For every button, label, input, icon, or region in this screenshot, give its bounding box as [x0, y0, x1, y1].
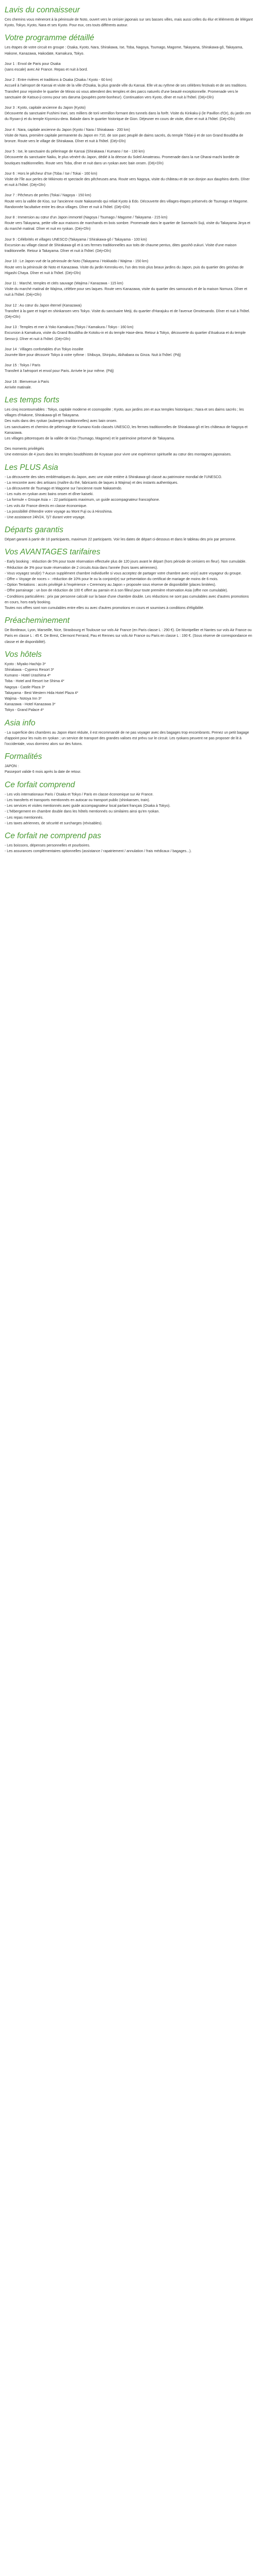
day-block	[5, 325, 253, 342]
temps-forts-item: Les villages pittoresques de la vallée de Kiso (Tsumago, Magome) et le patrimoine préservé de Takayama.	[5, 436, 175, 440]
day-block	[5, 347, 253, 358]
day-text: Visite du marché matinal de Wajima, célèbre pour ses laques. Route vers Kanazawa, visite du quartier des samouraïs et de la maison Nomura. Dîner et nuit à l'hôtel. (Déj+Dîn)	[5, 287, 248, 297]
forfait-comprend-item: - Les services et visites mentionnés avec guide accompagnateur local parlant français (Osaka à Tokyo).	[5, 804, 171, 808]
section-title-forfait-comprend: Ce forfait comprend	[5, 780, 75, 789]
day-text: (sans escale) avec Air France. Repas et nuit à bord.	[5, 68, 88, 72]
day-title: Jour 16 : Bienvenue à Paris	[5, 380, 49, 384]
plus-asia-item: - Les nuits en ryokan avec bains onsen et dîner kaiseki.	[5, 493, 94, 497]
temps-forts-item: Des nuits dans des ryokan (auberges traditionnelles) avec bain onsen.	[5, 419, 118, 423]
plus-asia-item: - Les vols Air France directs en classe économique.	[5, 504, 87, 508]
section-title-prechemin: Préacheminement	[5, 616, 70, 625]
day-block	[5, 237, 253, 255]
day-block	[5, 193, 253, 210]
prechemin-text: De Bordeaux, Lyon, Marseille, Nice, Strasbourg et Toulouse sur vols Air France (en Paris classe L : 290 €). De Montpellier et Nantes sur vols Air France ou Paris en classe L : 45 €. De Brest, Clermont Ferrand, Pau et Rennes sur vols Air France ou Paris en classe L : 190 €. (Sous réserve de correspondance en classe et de disponibilité).	[5, 629, 252, 644]
forfait-comprend-item: - Les vols internationaux Paris / Osaka et Tokyo / Paris en classe économique sur Air France.	[5, 792, 154, 796]
temps-forts-item: Les sanctuaires et chemins de pèlerinage de Kumano Kodo classés UNESCO, les fermes traditionnelles de Shirakawa-gô et les châteaux de Nagoya et Kanazawa.	[5, 425, 248, 435]
day-text: Excursion à Kamakura, visite du Grand Bouddha de Kotoku-in et du temple Hase-dera. Retour à Tokyo, découverte du quartier d'Asakusa et du temple Senso-ji. Dîner et nuit à l'hôtel. (Déj+Dîn)	[5, 331, 246, 341]
avantage-item: Toutes nos offres sont non cumulables entre elles ou avec d'autres promotions en cours et soumises à conditions d'éligibilité.	[5, 606, 204, 611]
section-title-plus-asia: Les PLUS Asia	[5, 463, 58, 472]
day-title: Jour 6 : Hors le pêcheur d'Ise (Toba / Ise / Tokai - 160 km)	[5, 172, 98, 176]
forfait-comprend-list	[5, 792, 253, 826]
day-block	[5, 259, 253, 276]
temps-forts-subtitle: Des moments privilégiés	[5, 447, 44, 451]
hotel-item: Toba - Hotel and Resort Ise Shima 4*	[5, 680, 64, 684]
programme-days	[5, 61, 253, 391]
plus-asia-item: - La découverte des sites emblématiques du Japon, avec une visite entière à Shirakawa-gô classé au patrimoine mondial de l'UNESCO.	[5, 475, 222, 479]
section-title-forfait-pas: Ce forfait ne comprend pas	[5, 831, 101, 840]
formalites-text: Passeport valide 6 mois après la date de retour.	[5, 770, 82, 774]
forfait-comprend-item: - L'hébergement en chambre double dans les hôtels mentionnés ou similaires ainsi qu'en ryokan.	[5, 810, 160, 814]
hotel-item: Tokyo - Grand Palace 4*	[5, 708, 44, 713]
plus-asia-item: - La rencontre avec des artisans (maître du thé, fabricants de laques à Wajima) et des instants authentiques.	[5, 481, 179, 485]
day-block	[5, 105, 253, 123]
plus-asia-item: - La formule « Groupe Asia » : 22 participants maximum, un guide accompagnateur francophone.	[5, 498, 160, 502]
day-text: Transfert à la gare et trajet en shinkansen vers Tokyo. Visite du sanctuaire Meiji, du quartier d'Harajuku et de l'avenue Omotesando. Dîner et nuit à l'hôtel. (Déj+Dîn)	[5, 309, 250, 319]
avantage-item: - Early booking : réduction de 5% pour toute réservation effectuée plus de 120 jours avant le départ (hors période de cerisiers en fleur). Non cumulable.	[5, 560, 247, 564]
day-block	[5, 379, 253, 391]
formalites-label: JAPON :	[5, 765, 19, 769]
day-text: Route vers la péninsule de Noto et Kanazawa. Visite du jardin Kenroku-en, l'un des trois plus beaux jardins du Japon, puis du quartier des geishas de Higashi Chaya. Dîner et nuit à l'hôtel. (Déj+Dîn)	[5, 265, 244, 275]
day-block	[5, 77, 253, 100]
forfait-comprend-item: - Les taxes aériennes, de sécurité et surcharges (révisables).	[5, 821, 103, 825]
hotel-item: Takayama - Best Western Hida Hotel Plaza 4*	[5, 691, 78, 695]
hotel-item: Shirakawa - Cypress Resort 3*	[5, 668, 54, 672]
programme-intro: Les étapes de votre circuit en groupe : Osaka, Kyoto, Nara, Shirakawa, Ise, Toba, Nagoya, Tsumago, Magome, Takayama, Shirakawa-gô, Takayama, Hakone, Kanazawa, Hakodate, Kamakura, Tokyo.	[5, 46, 244, 56]
day-text: Arrivée matinale.	[5, 385, 32, 389]
day-title: Jour 2 : Entre rivières et traditions à Osaka (Osaka / Kyoto - 60 km)	[5, 78, 112, 82]
day-title: Jour 10 : Le Japon vué de la péninsule de Noto (Takayama / Hokkaido / Wajima - 150 km)	[5, 260, 149, 264]
page	[0, 0, 258, 866]
avantage-item: - Conditions particulières : prix par personne calculé sur la base d'une chambre double. Les réductions ne sont pas cumulables avec d'autres promotions en cours, hors early booking.	[5, 595, 249, 604]
hotel-item: Kumano - Hotel Urashima 4*	[5, 674, 51, 678]
day-text: Route vers Takayama, petite ville aux maisons de marchands en bois sombre. Promenade dans le quartier de Sanmachi Suji, visite du Takayama Jinya et du marché matinal. Dîner et nuit en ryokan. (Déj+Dîn)	[5, 222, 250, 231]
avantage-item: - Option Tentations : accès privilégié à l'expérience « Ceremony au Japon » proposée sous réserve de disponibilité (places limitées).	[5, 583, 216, 587]
plus-asia-item: - La possibilité d'étendre votre voyage au Mont Fuji ou à Hiroshima.	[5, 510, 113, 514]
day-block	[5, 149, 253, 166]
hotels-list	[5, 662, 253, 714]
hotel-item: Kanazawa - Hotel Kanazawa 3*	[5, 703, 56, 707]
avantage-item: - Offre parrainage : un bon de réduction de 100 € offert au parrain et à son filleul pour toute première réservation Asia (offre non cumulable).	[5, 589, 228, 593]
day-block	[5, 281, 253, 298]
avantages-list	[5, 559, 253, 611]
day-text: Route vers la vallée de Kiso, sur l'ancienne route Nakasendo qui reliait Kyoto à Edo. Découverte des villages-étapes préservés de Tsumago et Magome. Randonnée facultative entre les deux villages. Dîner et nuit à l'hôtel. (Déj+Dîn)	[5, 199, 249, 209]
asia-info-text: - La superficie des chambres au Japon étant réduite, il est recommandé de ne pas voyager avec des bagages trop encombrants. Prenez un petit bagage d'appoint pour les nuits en ryokan ; un service de transport des grandes valises est prévu sur le circuit. Les ryokans peuvent ne pas proposer de lit à l'occidentale, vous dormirez alors sur des futons.	[5, 731, 249, 747]
hotel-item: Wajima - Notoya Inn 3*	[5, 697, 42, 701]
section-title-programme: Votre programme détaillé	[5, 33, 94, 43]
forfait-pas-item: - Les boissons, dépenses personnelles et pourboires.	[5, 843, 90, 848]
section-title-temps-forts: Les temps forts	[5, 395, 59, 404]
avantage-item: - Réduction de 3% pour toute réservation de 2 circuits Asia dans l'année (hors taxes aériennes).	[5, 566, 158, 570]
day-title: Jour 11 : Marché, temples et cités sauvage (Wajima / Kanazawa - 115 km)	[5, 281, 123, 285]
day-text: Découverte du sanctuaire Fushimi Inari, ses milliers de torii vermillon formant des tunnels dans la forêt. Visite du Kinkaku-ji (le Pavillon d'Or), du jardin zen du Ryoan-ji et du temple Kiyomizu-dera. Balade dans le quartier historique de Gion. Déjeuner en cours de visite, dîner et nuit à l'hôtel. (Déj+Dîn)	[5, 112, 251, 122]
temps-forts-list	[5, 407, 253, 442]
day-title: Jour 3 : Kyoto, capitale ancienne du Japon (Kyoto)	[5, 106, 86, 110]
hotel-item: Kyoto : Miyako Hachijo 3*	[5, 662, 46, 666]
day-title: Jour 12 : Au cœur du Japon éternel (Kanazawa)	[5, 303, 82, 308]
day-text: Visite de l'île aux perles de Mikimoto et spectacle des pêcheuses ama. Route vers Nagoya, visite du château et de son donjon aux dauphins dorés. Dîner et nuit à l'hôtel. (Déj+Dîn)	[5, 178, 250, 188]
section-title-circuit: Lavis du connaisseur	[5, 6, 80, 14]
day-title: Jour 9 : Célébrités et villages UNESCO (Takayama / Shirakawa-gô / Takayama - 100 km)	[5, 238, 147, 242]
day-title: Jour 1 : Envol de Paris pour Osaka	[5, 62, 61, 66]
day-title: Jour 7 : Pêcheurs de perles (Tokai / Nagoya - 150 km)	[5, 194, 91, 198]
day-block	[5, 363, 253, 374]
day-text: Transfert à l'aéroport et envol pour Paris. Arrivée le jour même. (Pdj)	[5, 369, 114, 374]
circuit-intro: Ces chemins vous mèneront à la péninsule de Noto, ouvert vers le cerisier japonais sur ses basses villes, mais aussi celles du élur et léléments de lélégant Kyoto, Tokyo, Kyoto, Nara et ses Kyoto. Pour eux, ces touts différents autour.	[5, 18, 253, 28]
day-text: Excursion au village classé de Shirakawa-gô et à ses fermes traditionnelles aux toits de chaume pentus, dites gasshô-zukuri. Visite d'une maison traditionnelle. Retour à Takayama. Dîner et nuit à l'hôtel. (Déj+Dîn)	[5, 243, 237, 253]
day-title: Jour 14 : Villages confortables d'un Tokyo insolite	[5, 347, 84, 351]
day-title: Jour 4 : Nara, capitale ancienne du Japon (Kyoto / Nara / Shirakawa - 200 km)	[5, 128, 130, 132]
day-block	[5, 127, 253, 145]
hotel-item: Nagoya - Castle Plaza 3*	[5, 685, 45, 689]
plus-asia-item: - Une assistance 24h/24, 7j/7 durant votre voyage.	[5, 516, 86, 519]
section-title-formalites: Formalités	[5, 752, 42, 761]
section-title-departs: Départs garantis	[5, 526, 63, 535]
temps-forts-item: Les cinq incontournables : Tokyo, capitale moderne et cosmopolite ; Kyoto, aux jardins zen et aux temples historiques ; Nara et ses daims sacrés ; les villages d'Hakone, Shirakawa-gô et Takayama.	[5, 408, 244, 418]
day-text: Accueil à l'aéroport de Kansai et visite de la ville d'Osaka, la plus grande ville du Kansai. Elle vit au rythme de ses célèbres festivals et de ses traditions. Transfert pour rejoindre le quartier de Minoo où vous attendent des temples et des parcs naturels d'une beauté exceptionnelle. Promenade vers le sanctuaire de Katsuo-ji connu pour ses daruma (poupées porte-bonheur). Continuation vers Kyoto, dîner et nuit à l'hôtel. (Déj+Dîn)	[5, 84, 247, 99]
forfait-pas-list	[5, 843, 253, 854]
day-block	[5, 61, 253, 73]
departs-text: Départ garanti à partir de 10 participants, maximum 22 participants. Voir les dates de départ ci-dessous et dans le tableau des prix par personne.	[5, 538, 236, 542]
day-block	[5, 303, 253, 320]
plus-asia-list	[5, 474, 253, 521]
section-title-avantages: Vos AVANTAGES tarifaires	[5, 548, 101, 557]
temps-forts-subtext: Une extension de 4 jours dans les temples bouddhistes de Koyasan pour vivre une expérience spirituelle au cœur des montagnes japonaises.	[5, 453, 232, 457]
avantage-item: - Offre « Voyage de noces » : réduction de 10% pour le ou la conjoint(e) sur présentation du certificat de mariage de moins de 6 mois.	[5, 578, 218, 582]
plus-asia-item: - La découverte de Tsumago et Magome sur l'ancienne route Nakasendo.	[5, 486, 122, 490]
section-title-hotels: Vos hôtels	[5, 650, 42, 659]
section-title-asia-info: Asia info	[5, 718, 36, 727]
day-title: Jour 15 : Tokyo / Paris	[5, 364, 41, 368]
day-title: Jour 8 : Immersion au cœur d'un Japon immortel (Nagoya / Tsumago / Magome / Takayama - 215 km)	[5, 216, 168, 220]
avantage-item: - Vous voyagez seul(e) ? Aucun supplément chambre individuelle si vous acceptez de partager votre chambre avec un(e) autre voyageur du groupe.	[5, 571, 242, 575]
forfait-pas-item: - Les assurances complémentaires optionnelles (assistance / rapatriement / annulation / frais médicaux / bagages...).	[5, 850, 192, 854]
day-text: Découverte du sanctuaire Naiku, le plus vénéré du Japon, dédié à la déesse du Soleil Amaterasu. Promenade dans la rue Oharai-machi bordée de boutiques traditionnelles. Route vers Toba, dîner et nuit dans un ryokan avec bain onsen. (Déj+Dîn)	[5, 156, 239, 165]
day-text: Journée libre pour découvrir Tokyo à votre rythme : Shibuya, Shinjuku, Akihabara ou Ginza. Nuit à l'hôtel. (Pdj)	[5, 353, 181, 357]
forfait-comprend-item: - Les transferts et transports mentionnés en autocar ou transport public (shinkansen, train).	[5, 798, 150, 802]
day-block	[5, 171, 253, 189]
day-title: Jour 5 : Ise, le sanctuaire du pélerinage de Kansai (Shirakawa / Kumano / Ise - 130 km)	[5, 150, 145, 154]
day-text: Visite de Nara, première capitale permanente du Japon en 710, de son parc peuplé de daims sacrés, du temple Tôdai-ji et de son Grand Bouddha de bronze. Route vers le village de Shirakawa. Dîner et nuit à l'hôtel. (Déj+Dîn)	[5, 133, 244, 144]
forfait-comprend-item: - Les repas mentionnés.	[5, 816, 44, 820]
day-block	[5, 215, 253, 232]
day-title: Jour 13 : Temples et mer à Yoko Kamakura (Tokyo / Kamakura / Tokyo - 160 km)	[5, 326, 134, 330]
